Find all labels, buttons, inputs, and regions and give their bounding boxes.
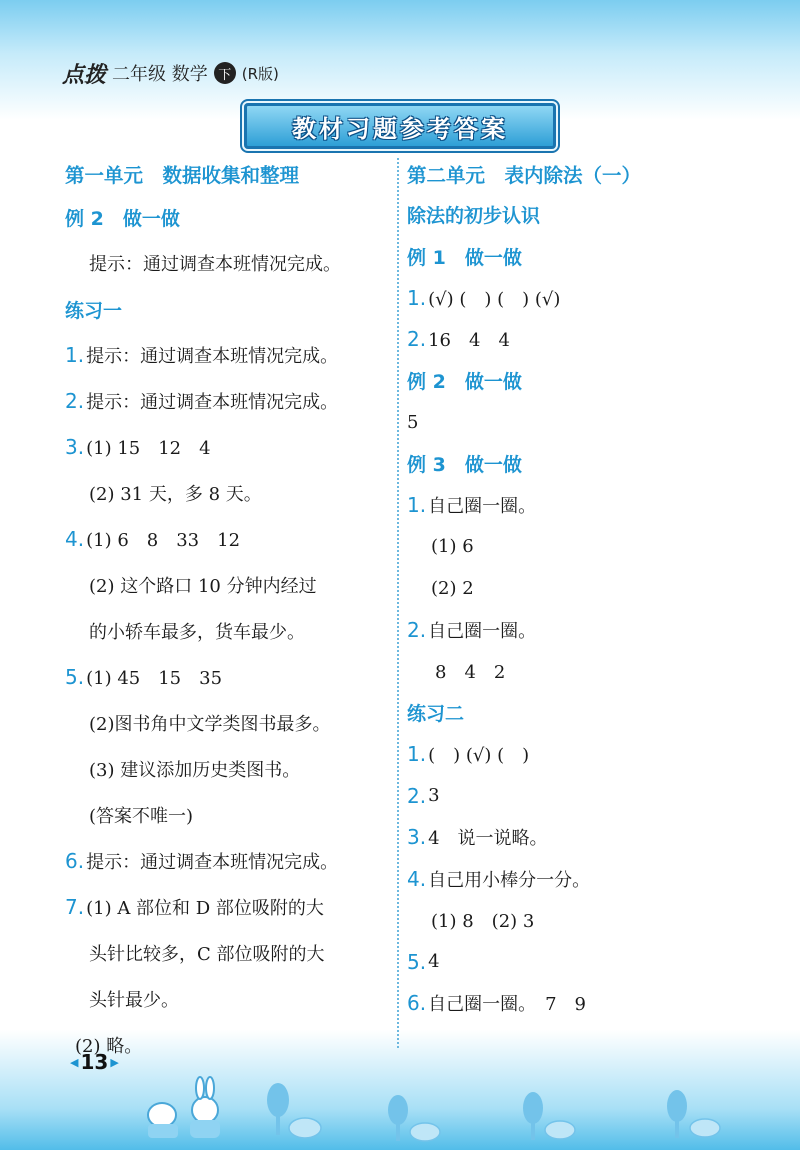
answer-text: 提示：通过调查本班情况完成。 — [89, 254, 341, 275]
page-number-label: 13 — [80, 1050, 109, 1074]
answer-line — [407, 568, 737, 610]
question-number: 2. — [407, 327, 427, 352]
answer-text: 自己圈一圈。 — [428, 496, 537, 518]
section-heading: 例 3 做一做 — [407, 454, 522, 477]
answer-line — [65, 378, 390, 424]
unit-title: 第二单元 表内除法（一） — [407, 164, 642, 187]
answer-line — [407, 817, 737, 859]
answer-line — [65, 654, 390, 700]
section-heading: 例 1 做一做 — [407, 246, 522, 269]
volume-badge: 下 — [214, 62, 236, 84]
answer-line — [65, 700, 390, 746]
section-heading: 例 2 做一做 — [65, 207, 180, 230]
answer-line — [65, 884, 390, 930]
answer-text: (2) 31 天，多 8 天。 — [89, 484, 262, 505]
answer-line — [65, 562, 390, 608]
answer-line — [65, 792, 390, 838]
bush-icon — [289, 1118, 720, 1141]
column-divider — [397, 158, 399, 1048]
answer-text: 提示：通过调查本班情况完成。 — [86, 852, 339, 873]
answer-text: 头针比较多，C 部位吸附的大 — [89, 944, 325, 965]
answer-text: 提示：通过调查本班情况完成。 — [86, 346, 339, 367]
answer-text: 的小轿车最多，货车最少。 — [89, 622, 305, 643]
answer-line — [65, 424, 390, 470]
answer-text: (√) ( ) ( ) (√) — [428, 288, 561, 310]
answer-line — [65, 608, 390, 654]
answer-text: 自己圈一圈。 7 9 — [428, 994, 586, 1016]
answer-line — [407, 277, 737, 319]
section-heading: 例 2 做一做 — [407, 371, 522, 394]
bunny-illustration — [148, 1077, 220, 1138]
footer-decoration — [0, 1060, 800, 1150]
answer-line — [65, 240, 390, 286]
answer-line — [407, 858, 737, 900]
answer-line — [65, 470, 390, 516]
question-number: 4. — [65, 527, 85, 551]
answer-line — [407, 651, 737, 693]
answer-line — [407, 983, 737, 1025]
question-number: 1. — [407, 493, 427, 518]
answer-line — [407, 485, 737, 527]
answer-line — [407, 941, 737, 983]
brand-logo: 点拨 — [62, 61, 107, 88]
section-heading: 练习一 — [65, 299, 123, 322]
right-column — [407, 154, 737, 1024]
answer-text: (2) 2 — [431, 577, 474, 599]
answer-text: 4 说一说略。 — [428, 828, 548, 850]
question-number: 3. — [65, 435, 85, 459]
answer-text: (1) 45 15 35 — [86, 668, 223, 689]
answer-line — [65, 332, 390, 378]
answer-line — [407, 526, 737, 568]
question-number: 6. — [65, 849, 85, 873]
answer-line — [65, 838, 390, 884]
question-number: 5. — [407, 949, 427, 974]
answer-line — [65, 516, 390, 562]
answer-line — [407, 734, 737, 776]
triangle-left-icon: ◀ — [70, 1055, 79, 1069]
answer-text: (答案不唯一) — [89, 806, 194, 827]
answer-text: (2)图书角中文学类图书最多。 — [89, 714, 331, 735]
question-number: 1. — [407, 285, 427, 310]
question-number: 1. — [407, 742, 427, 767]
answer-text: (1) 8 (2) 3 — [431, 911, 535, 933]
answer-text: 5 — [407, 411, 419, 433]
answer-line — [65, 976, 390, 1022]
question-number: 7. — [65, 895, 85, 919]
answer-text: 3 — [428, 785, 440, 807]
section-banner — [244, 103, 556, 149]
unit-title: 第一单元 数据收集和整理 — [65, 164, 300, 187]
answer-text: 4 — [428, 951, 440, 973]
edition-label: (R版) — [241, 64, 279, 83]
answer-line — [65, 746, 390, 792]
tree-icon — [267, 1083, 687, 1141]
answer-text: (2) 略。 — [75, 1036, 143, 1057]
triangle-right-icon: ▶ — [110, 1055, 119, 1069]
answer-line — [407, 609, 737, 651]
answer-line — [407, 900, 737, 942]
book-title: 二年级 数学 — [112, 64, 208, 85]
question-number: 1. — [65, 343, 85, 367]
answer-text: (1) A 部位和 D 部位吸附的大 — [86, 898, 324, 919]
answer-text: 16 4 4 — [428, 330, 510, 352]
question-number: 2. — [65, 389, 85, 413]
book-header — [62, 58, 279, 88]
section-heading: 除法的初步认识 — [407, 205, 541, 228]
answer-text: 自己圈一圈。 — [428, 620, 537, 642]
answer-text: (1) 6 8 33 12 — [86, 530, 241, 551]
answer-text: (3) 建议添加历史类图书。 — [89, 760, 301, 781]
answer-line — [407, 402, 737, 444]
answer-line — [65, 930, 390, 976]
answer-text: 提示：通过调查本班情况完成。 — [86, 392, 339, 413]
answer-text: 自己用小棒分一分。 — [428, 869, 591, 891]
question-number: 5. — [65, 665, 85, 689]
banner-title: 教材习题参考答案 — [292, 114, 508, 143]
question-number: 2. — [407, 783, 427, 808]
left-column — [65, 154, 390, 1068]
answer-text: (1) 6 — [431, 536, 474, 558]
answer-text: 8 4 2 — [435, 662, 506, 684]
answer-line — [407, 319, 737, 361]
question-number: 3. — [407, 825, 427, 850]
answer-line — [407, 775, 737, 817]
question-number: 4. — [407, 866, 427, 891]
section-heading: 练习二 — [407, 703, 465, 726]
answer-text: 头针最少。 — [89, 990, 179, 1011]
question-number: 6. — [407, 991, 427, 1016]
answer-text: ( ) (√) ( ) — [428, 745, 530, 767]
question-number: 2. — [407, 617, 427, 642]
answer-text: (2) 这个路口 10 分钟内经过 — [89, 576, 317, 597]
answer-text: (1) 15 12 4 — [86, 438, 211, 459]
